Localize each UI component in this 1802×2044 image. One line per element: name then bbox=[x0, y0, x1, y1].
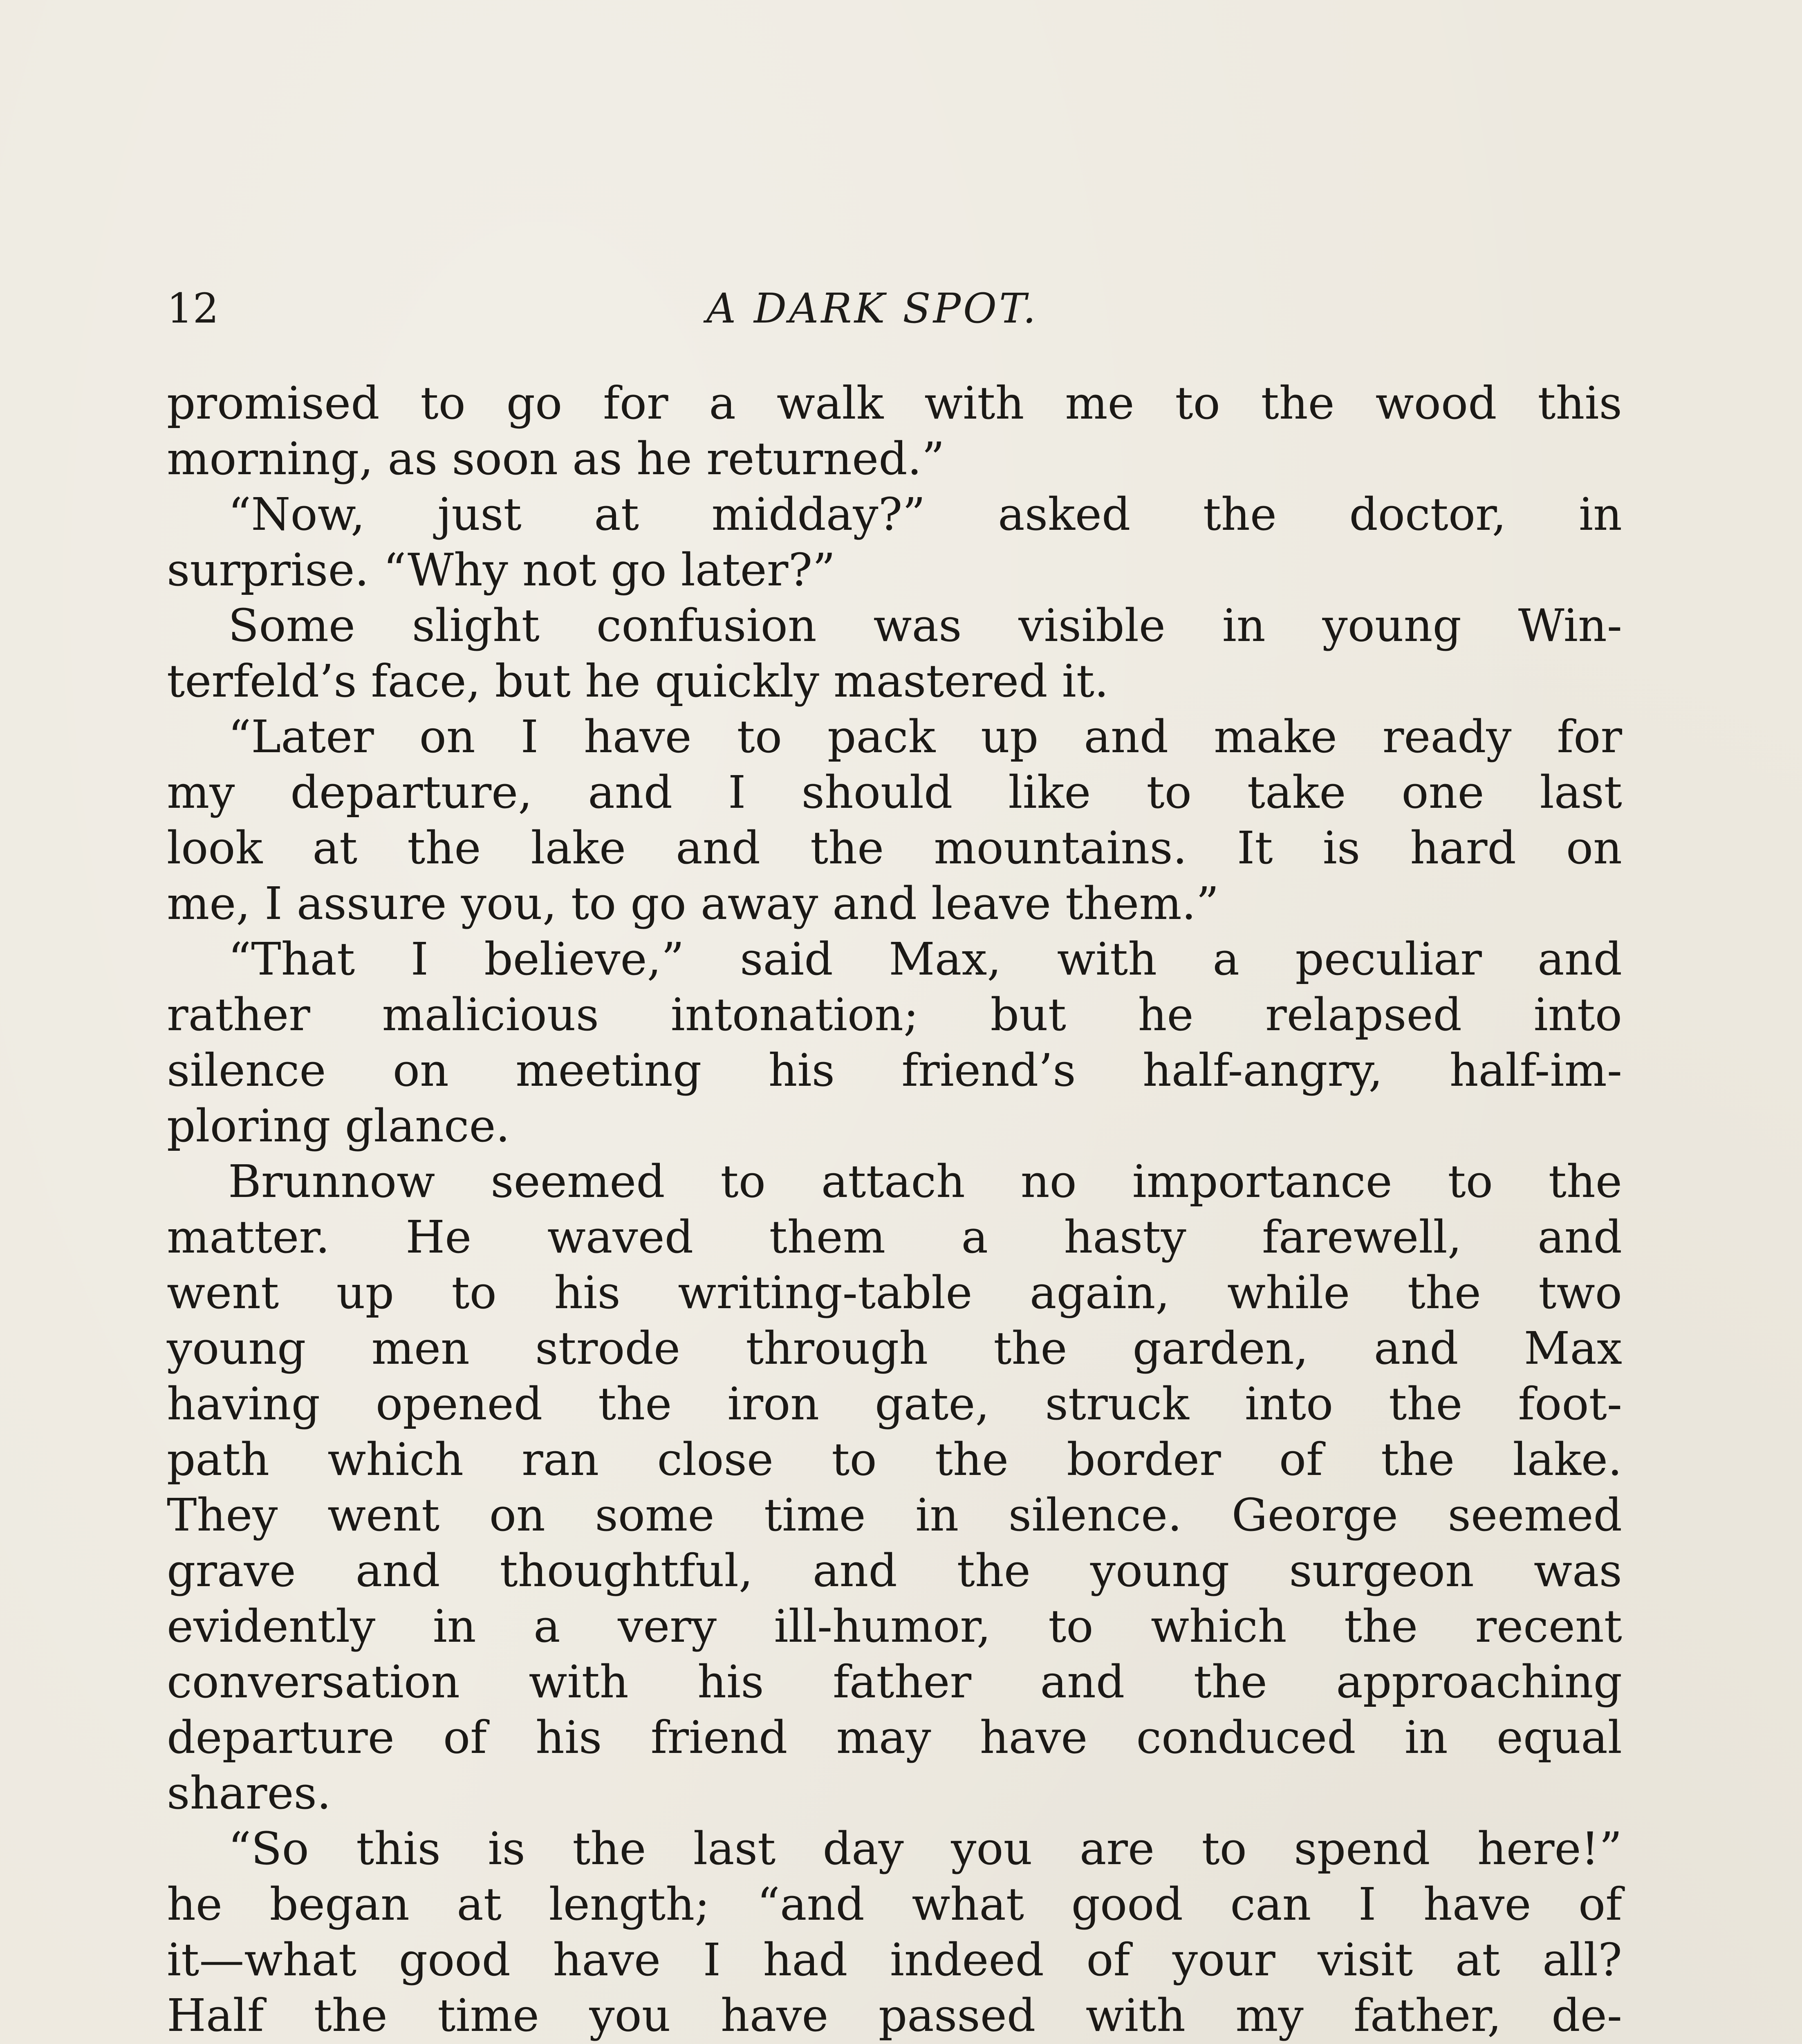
text-line: “That I believe,” said Max, with a peculiar and bbox=[228, 933, 1622, 985]
text-line: having opened the iron gate, struck into the foot- bbox=[167, 1378, 1622, 1430]
text-line: went up to his writing-table again, while the two bbox=[167, 1266, 1622, 1319]
text-line: “Now, just at midday?” asked the doctor, in bbox=[228, 488, 1622, 540]
text-line: Some slight confusion was visible in young Win- bbox=[228, 599, 1622, 652]
text-line: look at the lake and the mountains. It is hard on bbox=[167, 822, 1622, 874]
text-line: surprise. “Why not go later?” bbox=[167, 544, 836, 596]
running-head bbox=[167, 282, 1622, 335]
text-line: my departure, and I should like to take one last bbox=[167, 766, 1622, 818]
text-line: silence on meeting his friend’s half-angry, half-im- bbox=[167, 1044, 1622, 1096]
text-line: terfeld’s face, but he quickly mastered it. bbox=[167, 655, 1109, 707]
text-line: me, I assure you, to go away and leave them.” bbox=[167, 877, 1219, 930]
text-line: he began at length; “and what good can I have of bbox=[167, 1878, 1622, 1930]
text-line: conversation with his father and the approaching bbox=[167, 1656, 1622, 1708]
text-line: departure of his friend may have conduced in equal bbox=[167, 1711, 1622, 1764]
text-line: rather malicious intonation; but he relapsed into bbox=[167, 988, 1622, 1041]
text-line: “So this is the last day you are to spend here!” bbox=[228, 1822, 1622, 1875]
text-line: They went on some time in silence. George seemed bbox=[167, 1489, 1622, 1541]
text-line: young men strode through the garden, and Max bbox=[167, 1322, 1622, 1374]
body-text bbox=[167, 375, 1622, 2044]
text-line: grave and thoughtful, and the young surgeon was bbox=[167, 1544, 1622, 1597]
text-line: it—what good have I had indeed of your visit at all? bbox=[167, 1934, 1622, 1986]
text-line: path which ran close to the border of the lake. bbox=[167, 1433, 1622, 1486]
text-line: Brunnow seemed to attach no importance to the bbox=[228, 1155, 1622, 1208]
text-line: evidently in a very ill-humor, to which the recent bbox=[167, 1600, 1622, 1652]
text-line: morning, as soon as he returned.” bbox=[167, 433, 945, 485]
text-line: matter. He waved them a hasty farewell, and bbox=[167, 1211, 1622, 1263]
text-line: shares. bbox=[167, 1767, 331, 1819]
text-line: “Later on I have to pack up and make ready for bbox=[228, 710, 1622, 763]
text-line: ploring glance. bbox=[167, 1100, 510, 1152]
text-line: Half the time you have passed with my father, de- bbox=[167, 1989, 1622, 2042]
running-title: A DARK SPOT. bbox=[706, 285, 1038, 332]
text-line: promised to go for a walk with me to the wood this bbox=[167, 377, 1622, 429]
page-number: 12 bbox=[167, 285, 219, 332]
